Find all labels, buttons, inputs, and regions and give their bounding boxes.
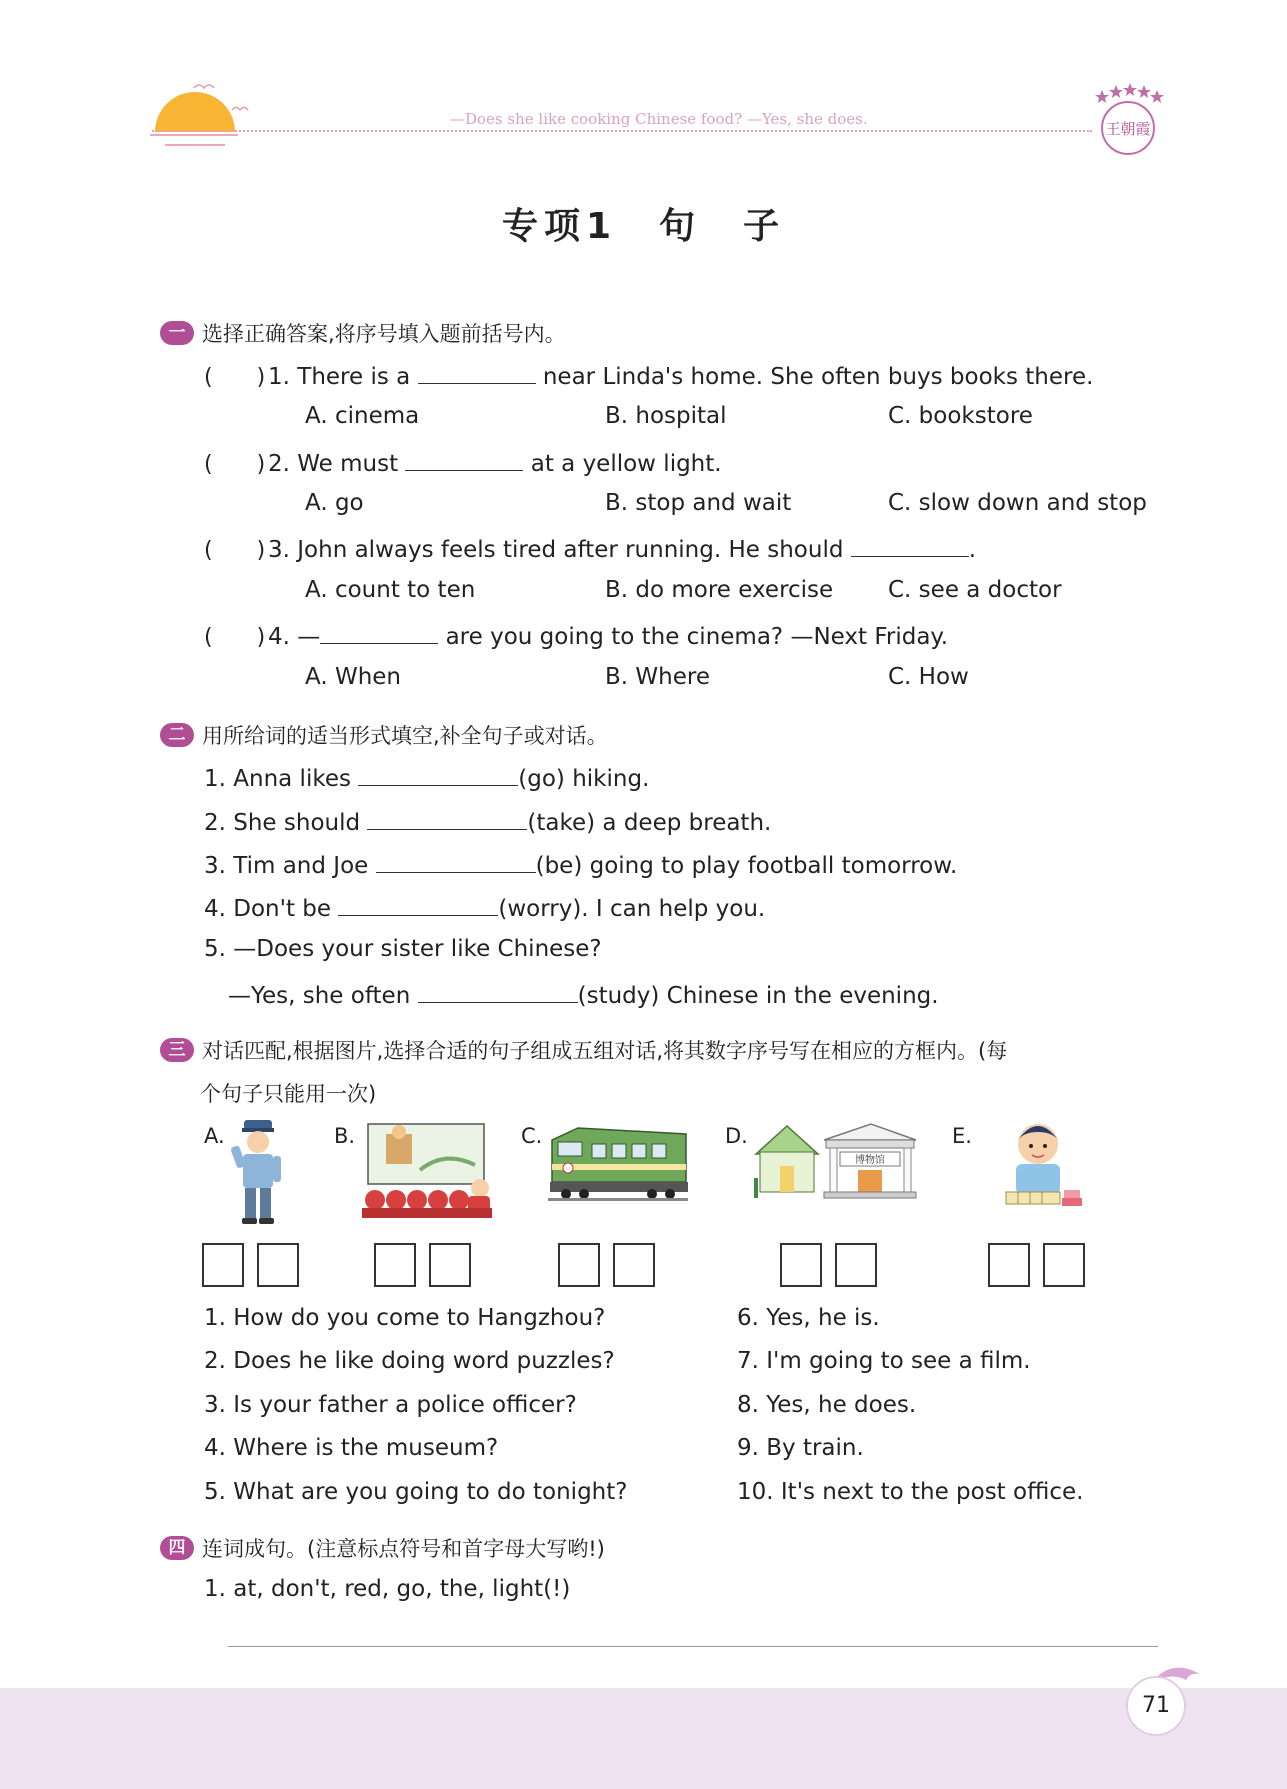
fill-item-text: 1. Anna likes xyxy=(204,766,351,792)
section-instruction-cont: 个句子只能用一次) xyxy=(200,1082,377,1106)
fill-item-5b xyxy=(228,979,939,1009)
question-3 xyxy=(268,533,976,563)
picture-label-d: D. xyxy=(725,1124,748,1148)
fill-item-3 xyxy=(204,849,957,879)
section-1-header xyxy=(160,318,566,348)
question-text: . xyxy=(968,537,977,563)
reorder-item-1: 1. at, don't, red, go, the, light(!) xyxy=(204,1576,571,1602)
fill-item-text: 3. Tim and Joe xyxy=(204,853,369,879)
question-text: near Linda's home. She often buys books there. xyxy=(542,364,1094,390)
answer-box-c-1[interactable] xyxy=(558,1243,600,1287)
fill-item-2 xyxy=(204,806,771,836)
header-text: —Does she like cooking Chinese food? —Yes, she does. xyxy=(450,110,868,128)
answer-box-a-1[interactable] xyxy=(202,1243,244,1287)
sun-line-decoration xyxy=(150,134,238,136)
seal-logo-icon xyxy=(1090,82,1166,160)
section-2-header xyxy=(160,720,608,750)
section-badge: 四 xyxy=(160,1536,194,1560)
sentence-5: 5. What are you going to do tonight? xyxy=(204,1479,628,1505)
answer-box-d-2[interactable] xyxy=(835,1243,877,1287)
section-instruction: 连词成句。(注意标点符号和首字母大写哟!) xyxy=(202,1537,605,1561)
section-instruction: 对话匹配,根据图片,选择合适的句子组成五组对话,将其数字序号写在相应的方框内。(每 xyxy=(202,1039,1008,1063)
fill-item-text: 2. She should xyxy=(204,810,361,836)
section-instruction: 用所给词的适当形式填空,补全句子或对话。 xyxy=(202,724,608,748)
blank-line[interactable] xyxy=(320,620,438,644)
post-office-museum-picture xyxy=(752,1118,917,1203)
answer-box-e-1[interactable] xyxy=(988,1243,1030,1287)
section-3-header xyxy=(160,1035,1007,1065)
picture-label-c: C. xyxy=(521,1124,543,1148)
answer-paren[interactable]: ( ) xyxy=(204,625,266,650)
sentence-4: 4. Where is the museum? xyxy=(204,1435,499,1461)
question-number: 4. xyxy=(268,624,290,650)
answer-writing-line[interactable] xyxy=(228,1646,1158,1647)
fill-item-text: (study) Chinese in the evening. xyxy=(577,983,939,1009)
question-number: 3. xyxy=(268,537,290,563)
question-number: 1. xyxy=(268,364,290,390)
sentence-1: 1. How do you come to Hangzhou? xyxy=(204,1305,606,1331)
sentence-7: 7. I'm going to see a film. xyxy=(737,1348,1031,1374)
fill-item-text: 5. —Does your sister like Chinese? xyxy=(204,936,602,962)
picture-label-a: A. xyxy=(204,1124,225,1148)
fill-item-text: (be) going to play football tomorrow. xyxy=(535,853,958,879)
section-instruction: 选择正确答案,将序号填入题前括号内。 xyxy=(202,322,566,346)
section-4-header xyxy=(160,1533,605,1563)
question-text: are you going to the cinema? —Next Friday. xyxy=(445,624,949,650)
section-badge: 一 xyxy=(160,321,194,345)
cinema-picture xyxy=(360,1120,495,1220)
question-text: John always feels tired after running. He should xyxy=(297,537,844,563)
question-text: We must xyxy=(297,451,399,477)
option-c: C. bookstore xyxy=(888,403,1033,429)
answer-box-d-1[interactable] xyxy=(780,1243,822,1287)
blank-line[interactable] xyxy=(376,849,536,873)
option-b: B. stop and wait xyxy=(605,490,792,516)
fill-item-text: 4. Don't be xyxy=(204,896,332,922)
answer-box-a-2[interactable] xyxy=(257,1243,299,1287)
question-4 xyxy=(268,620,948,650)
svg-text:博物馆: 博物馆 xyxy=(855,1155,885,1166)
footer-band xyxy=(0,1688,1287,1789)
blank-line[interactable] xyxy=(418,979,578,1003)
sentence-9: 9. By train. xyxy=(737,1435,864,1461)
question-number: 2. xyxy=(268,451,290,477)
option-a: A. go xyxy=(305,490,364,516)
police-officer-picture xyxy=(228,1118,288,1228)
sun-line-decoration xyxy=(165,144,225,146)
answer-box-b-1[interactable] xyxy=(374,1243,416,1287)
option-a: A. When xyxy=(305,664,401,690)
question-2 xyxy=(268,447,722,477)
answer-paren[interactable]: ( ) xyxy=(204,365,266,390)
option-c: C. see a doctor xyxy=(888,577,1062,603)
sentence-3: 3. Is your father a police officer? xyxy=(204,1392,577,1418)
fill-item-4 xyxy=(204,892,765,922)
fill-item-text: (go) hiking. xyxy=(518,766,650,792)
question-text: There is a xyxy=(297,364,411,390)
answer-paren[interactable]: ( ) xyxy=(204,452,266,477)
picture-label-e: E. xyxy=(952,1124,972,1148)
option-b: B. do more exercise xyxy=(605,577,834,603)
answer-box-e-2[interactable] xyxy=(1043,1243,1085,1287)
page-number: 71 xyxy=(1126,1676,1186,1736)
option-b: B. Where xyxy=(605,664,710,690)
blank-line[interactable] xyxy=(358,762,518,786)
picture-label-b: B. xyxy=(334,1124,356,1148)
answer-box-b-2[interactable] xyxy=(429,1243,471,1287)
option-c: C. How xyxy=(888,664,969,690)
question-1 xyxy=(268,360,1093,390)
blank-line[interactable] xyxy=(338,892,498,916)
section-badge: 三 xyxy=(160,1038,194,1062)
fill-item-text: —Yes, she often xyxy=(228,983,411,1009)
sentence-2: 2. Does he like doing word puzzles? xyxy=(204,1348,615,1374)
sentence-8: 8. Yes, he does. xyxy=(737,1392,917,1418)
header-divider xyxy=(152,130,1092,132)
blank-line[interactable] xyxy=(405,447,523,471)
fill-item-text: (worry). I can help you. xyxy=(498,896,766,922)
sentence-6: 6. Yes, he is. xyxy=(737,1305,880,1331)
boy-doing-puzzles-picture xyxy=(990,1118,1085,1218)
option-c: C. slow down and stop xyxy=(888,490,1147,516)
fill-item-5 xyxy=(204,936,602,962)
answer-box-c-2[interactable] xyxy=(613,1243,655,1287)
section-badge: 二 xyxy=(160,723,194,747)
option-b: B. hospital xyxy=(605,403,727,429)
option-a: A. count to ten xyxy=(305,577,476,603)
bird-icon xyxy=(192,80,252,120)
option-a: A. cinema xyxy=(305,403,420,429)
fill-item-1 xyxy=(204,762,649,792)
page-title: 专项1 句 子 xyxy=(501,206,786,247)
sentence-10: 10. It's next to the post office. xyxy=(737,1479,1084,1505)
blank-line[interactable] xyxy=(851,533,969,557)
fill-item-text: (take) a deep breath. xyxy=(527,810,772,836)
question-text: at a yellow light. xyxy=(530,451,722,477)
question-text: — xyxy=(297,624,321,650)
blank-line[interactable] xyxy=(367,806,527,830)
svg-text:王朝霞: 王朝霞 xyxy=(1105,120,1151,138)
blank-line[interactable] xyxy=(418,360,536,384)
train-picture xyxy=(548,1120,688,1205)
answer-paren[interactable]: ( ) xyxy=(204,538,266,563)
